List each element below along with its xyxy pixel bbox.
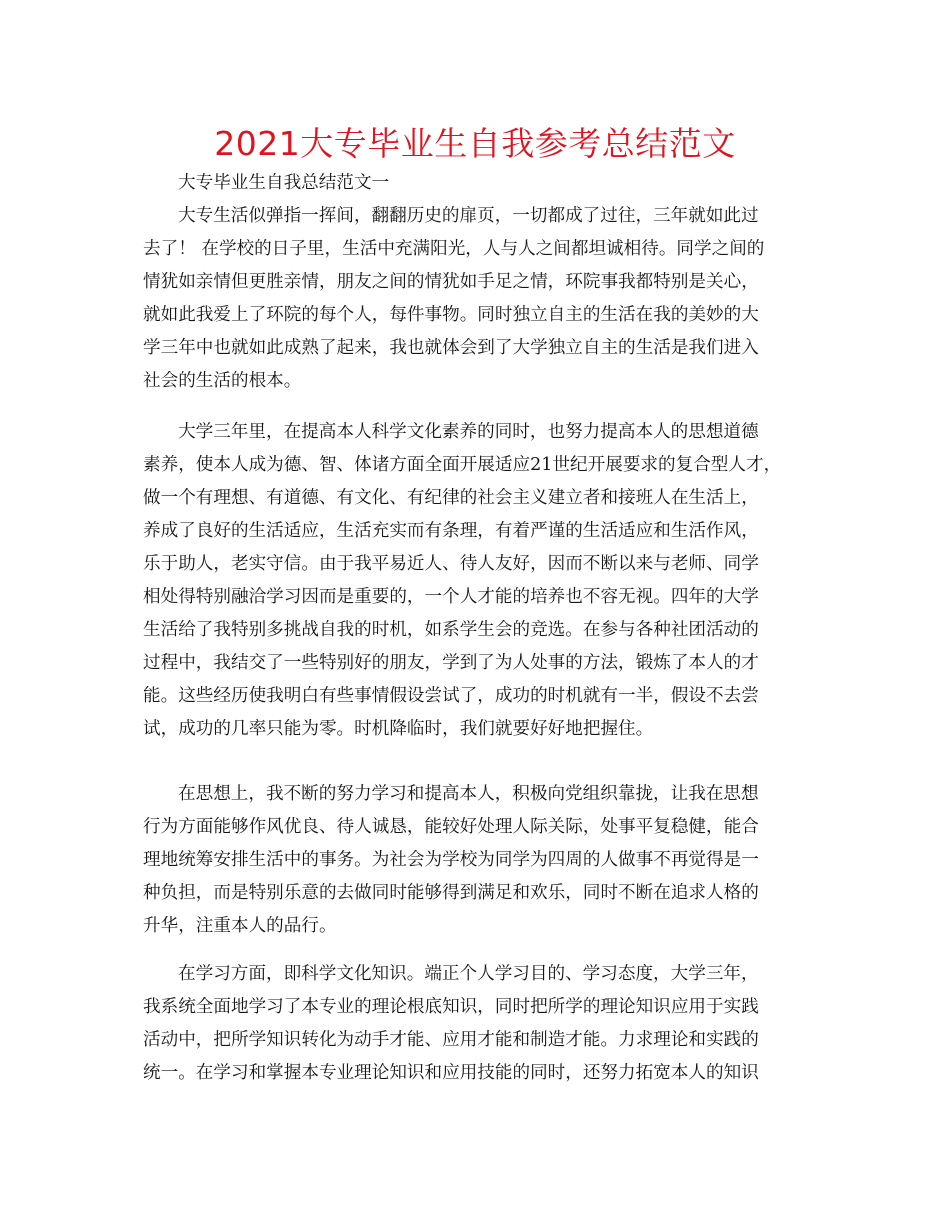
body-line: 统一。在学习和掌握本专业理论知识和应用技能的同时，还努力拓宽本人的知识 [143,1063,759,1083]
body-line: 过程中，我结交了一些特别好的朋友，学到了为人处事的方法，锻炼了本人的才 [143,653,759,673]
body-line: 养成了良好的生活适应，生活充实而有条理，有着严谨的生活适应和生活作风， [143,521,759,541]
body-line: 相处得特别融洽学习因而是重要的，一个人才能的培养也不容无视。四年的大学 [143,587,759,607]
body-line: 大学三年里，在提高本人科学文化素养的同时，也努力提高本人的思想道德 [178,422,759,442]
body-line: 试，成功的几率只能为零。时机降临时，我们就要好好地把握住。 [143,719,654,739]
body-line: 在学习方面，即科学文化知识。端正个人学习目的、学习态度，大学三年， [178,964,759,984]
body-line: 行为方面能够作风优良、待人诚恳，能较好处理人际关际，处事平复稳健，能合 [143,817,759,837]
body-line: 种负担，而是特别乐意的去做同时能够得到满足和欢乐，同时不断在追求人格的 [143,883,759,903]
body-line: 学三年中也就如此成熟了起来，我也就体会到了大学独立自主的生活是我们进入 [143,338,759,358]
document-title: 2021大专毕业生自我参考总结范文 [214,124,736,163]
body-line: 大专毕业生自我总结范文一 [178,173,390,193]
body-line: 情犹如亲情但更胜亲情，朋友之间的情犹如手足之情，环院事我都特别是关心， [143,272,759,292]
body-line: 能。这些经历使我明白有些事情假设尝试了，成功的时机就有一半，假设不去尝 [143,686,759,706]
body-line: 在思想上，我不断的努力学习和提高本人，积极向党组织靠拢，让我在思想 [178,784,759,804]
body-line: 做一个有理想、有道德、有文化、有纪律的社会主义建立者和接班人在生活上， [143,488,759,508]
body-line: 升华，注重本人的品行。 [143,916,337,936]
body-line: 去了！ 在学校的日子里，生活中充满阳光，人与人之间都坦诚相待。同学之间的 [143,239,765,259]
body-line: 生活给了我特别多挑战自我的时机，如系学生会的竞选。在参与各种社团活动的 [143,620,759,640]
body-line: 活动中，把所学知识转化为动手才能、应用才能和制造才能。力求理论和实践的 [143,1030,759,1050]
body-line: 理地统筹安排生活中的事务。为社会为学校为同学为四周的人做事不再觉得是一 [143,850,759,870]
body-line: 就如此我爱上了环院的每个人，每件事物。同时独立自主的生活在我的美妙的大 [143,305,759,325]
body-line: 素养，使本人成为德、智、体诸方面全面开展适应21世纪开展要求的复合型人才， [143,455,782,475]
body-line: 大专生活似弹指一挥间，翻翻历史的扉页，一切都成了过往，三年就如此过 [178,206,759,226]
body-line: 社会的生活的根本。 [143,371,302,391]
body-line: 我系统全面地学习了本专业的理论根底知识，同时把所学的理论知识应用于实践 [143,997,759,1017]
body-line: 乐于助人，老实守信。由于我平易近人、待人友好，因而不断以来与老师、同学 [143,554,759,574]
